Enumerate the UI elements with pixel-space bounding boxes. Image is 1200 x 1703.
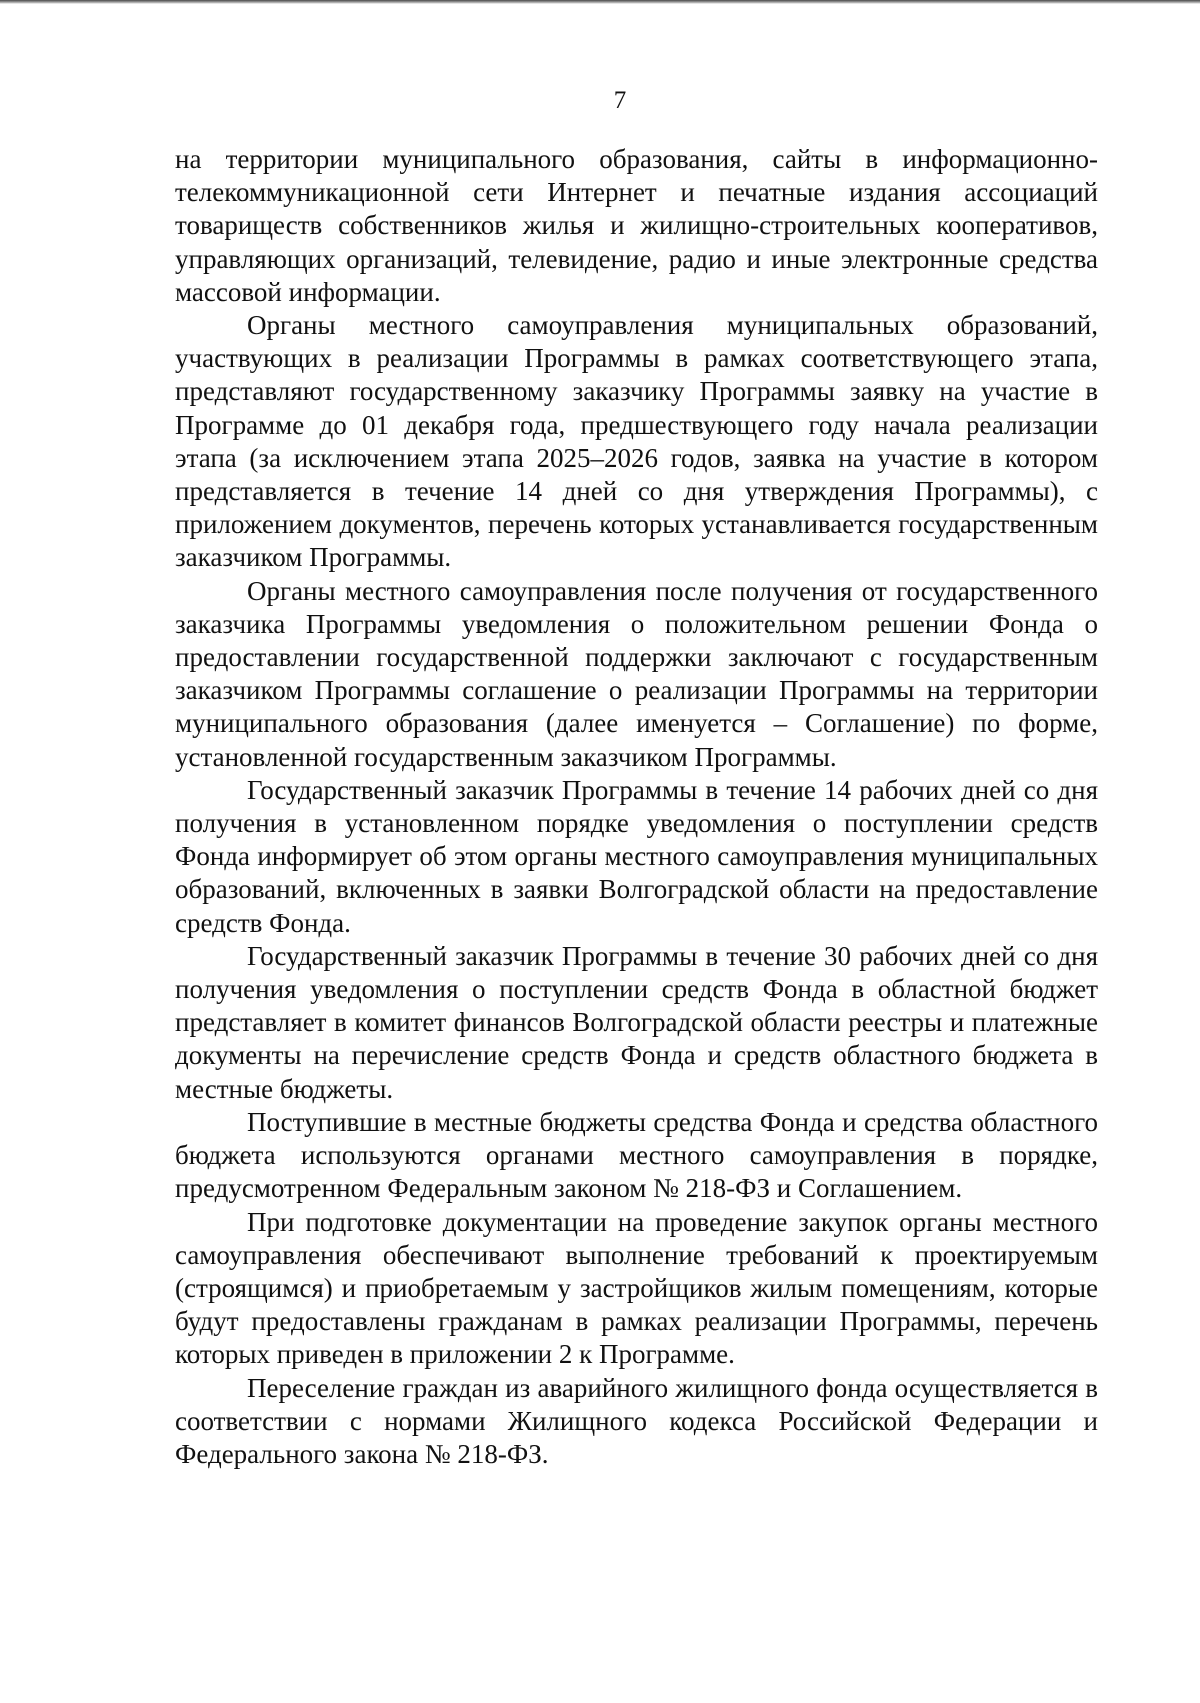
paragraph: Государственный заказчик Программы в течение 14 рабочих дней со дня получения в установленном порядке уведомления о поступлении средств Фонда информирует об этом органы местного самоуправления муниципальных образований, включенных в заявки Волгоградской области на предоставление средств Фонда. xyxy=(175,774,1098,938)
paragraph: Органы местного самоуправления после получения от государственного заказчика Программы уведомления о положительном решении Фонда о предоставлении государственной поддержки заключают с государственным заказчиком Программы соглашение о реализации Программы на территории муниципального образования (далее именуется – Соглашение) по форме, установленной государственным заказчиком Программы. xyxy=(175,575,1098,772)
paragraph: При подготовке документации на проведение закупок органы местного самоуправления обеспечивают выполнение требований к проектируемым (строящимся) и приобретаемым у застройщиков жилым помещениям, которые будут предоставлены гражданам в рамках реализации Программы, перечень которых приведен в приложении 2 к Программе. xyxy=(175,1206,1098,1370)
page-number: 7 xyxy=(613,87,627,114)
scan-edge-shadow xyxy=(0,0,1200,4)
paragraph: Органы местного самоуправления муниципальных образований, участвующих в реализации Программы в рамках соответствующего этапа, представляют государственному заказчику Программы заявку на участие в Программе до 01 декабря года, предшествующего году начала реализации этапа (за исключением этапа 2025–2026 годов, заявка на участие в котором представляется в течение 14 дней со дня утверждения Программы), с приложением документов, перечень которых устанавливается государственным заказчиком Программы. xyxy=(175,310,1098,573)
document-body xyxy=(175,143,1098,1471)
paragraph: Переселение граждан из аварийного жилищного фонда осуществляется в соответствии с нормами Жилищного кодекса Российской Федерации и Федерального закона № 218-ФЗ. xyxy=(175,1372,1098,1469)
paragraph: Поступившие в местные бюджеты средства Фонда и средства областного бюджета используются органами местного самоуправления в порядке, предусмотренном Федеральным законом № 218-ФЗ и Соглашением. xyxy=(175,1106,1098,1204)
paragraph: Государственный заказчик Программы в течение 30 рабочих дней со дня получения уведомления о поступлении средств Фонда в областной бюджет представляет в комитет финансов Волгоградской области реестры и платежные документы на перечисление средств Фонда и средств областного бюджета в местные бюджеты. xyxy=(175,940,1098,1104)
paragraph-continuation: на территории муниципального образования, сайты в информационно-телекоммуникационной сети Интернет и печатные издания ассоциаций товариществ собственников жилья и жилищно-строительных кооперативов, управляющих организаций, телевидение, радио и иные электронные средства массовой информации. xyxy=(175,144,1098,307)
